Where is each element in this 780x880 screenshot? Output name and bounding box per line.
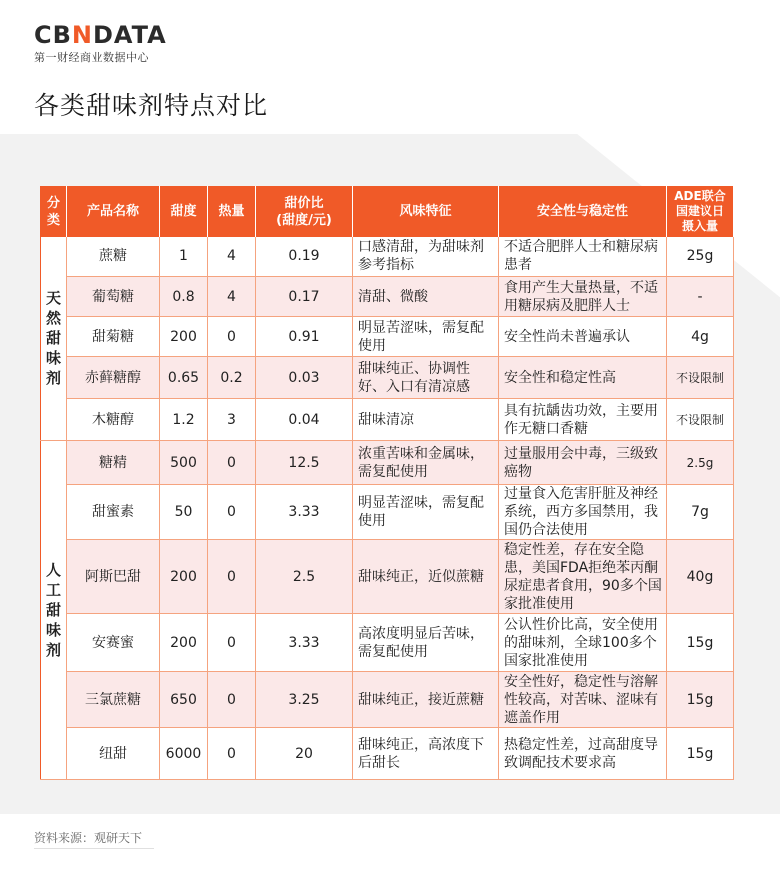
footer-divider <box>34 848 154 849</box>
category-cell: 天然 甜味 剂 <box>41 237 67 441</box>
safety-cell: 热稳定性差，过高甜度导致调配技术要求高 <box>499 728 667 780</box>
price-ratio-cell: 0.17 <box>256 277 353 317</box>
table-row <box>41 399 734 441</box>
sweetener-comparison-table <box>40 186 734 780</box>
safety-cell: 公认性价比高，安全使用的甜味剂，全球100多个国家批准使用 <box>499 614 667 672</box>
calories-cell: 0 <box>208 441 256 485</box>
table-row <box>41 357 734 399</box>
ade-intake-cell: 15g <box>667 728 734 780</box>
product-name-cell: 甜菊糖 <box>67 317 160 357</box>
flavor-cell: 明显苦涩味，需复配使用 <box>353 485 499 540</box>
header-ade: ADE联合 国建议日 摄入量 <box>667 187 734 237</box>
table-row <box>41 277 734 317</box>
table-body <box>41 237 734 780</box>
price-ratio-cell: 3.33 <box>256 485 353 540</box>
price-ratio-cell: 2.5 <box>256 540 353 614</box>
safety-cell: 安全性尚未普遍承认 <box>499 317 667 357</box>
flavor-cell: 甜味纯正，高浓度下后甜长 <box>353 728 499 780</box>
product-name-cell: 葡萄糖 <box>67 277 160 317</box>
safety-cell: 稳定性差，存在安全隐患，美国FDA拒绝苯丙酮尿症患者食用，90多个国家批准使用 <box>499 540 667 614</box>
sweetness-cell: 0.65 <box>160 357 208 399</box>
price-ratio-cell: 3.33 <box>256 614 353 672</box>
price-ratio-cell: 12.5 <box>256 441 353 485</box>
table-row <box>41 441 734 485</box>
flavor-cell: 明显苦涩味，需复配使用 <box>353 317 499 357</box>
calories-cell: 3 <box>208 399 256 441</box>
header-flavor: 风味特征 <box>353 187 499 237</box>
sweetness-cell: 1 <box>160 237 208 277</box>
calories-cell: 0 <box>208 485 256 540</box>
product-name-cell: 赤藓糖醇 <box>67 357 160 399</box>
header-calories: 热量 <box>208 187 256 237</box>
ade-intake-cell: - <box>667 277 734 317</box>
calories-cell: 4 <box>208 237 256 277</box>
logo-subtitle: 第一财经商业数据中心 <box>34 51 149 64</box>
safety-cell: 具有抗龋齿功效，主要用作无糖口香糖 <box>499 399 667 441</box>
header-product: 产品名称 <box>67 187 160 237</box>
price-ratio-cell: 0.91 <box>256 317 353 357</box>
product-name-cell: 三氯蔗糖 <box>67 672 160 728</box>
safety-cell: 食用产生大量热量，不适用糖尿病及肥胖人士 <box>499 277 667 317</box>
table-row <box>41 317 734 357</box>
product-name-cell: 纽甜 <box>67 728 160 780</box>
table-row <box>41 614 734 672</box>
flavor-cell: 甜味清凉 <box>353 399 499 441</box>
calories-cell: 0 <box>208 614 256 672</box>
table-row <box>41 728 734 780</box>
ade-intake-cell: 不设限制 <box>667 399 734 441</box>
category-cell: 人工 甜味 剂 <box>41 441 67 780</box>
product-name-cell: 安赛蜜 <box>67 614 160 672</box>
table-row <box>41 485 734 540</box>
sweetness-cell: 200 <box>160 540 208 614</box>
table-row <box>41 672 734 728</box>
price-ratio-cell: 0.19 <box>256 237 353 277</box>
flavor-cell: 口感清甜，为甜味剂参考指标 <box>353 237 499 277</box>
calories-cell: 0 <box>208 540 256 614</box>
calories-cell: 0.2 <box>208 357 256 399</box>
calories-cell: 0 <box>208 672 256 728</box>
calories-cell: 0 <box>208 317 256 357</box>
price-ratio-cell: 0.03 <box>256 357 353 399</box>
product-name-cell: 甜蜜素 <box>67 485 160 540</box>
table-row <box>41 237 734 277</box>
product-name-cell: 木糖醇 <box>67 399 160 441</box>
table-row <box>41 540 734 614</box>
ade-intake-cell: 15g <box>667 614 734 672</box>
safety-cell: 过量食入危害肝脏及神经系统，西方多国禁用，我国仍合法使用 <box>499 485 667 540</box>
ade-intake-cell: 2.5g <box>667 441 734 485</box>
sweetness-cell: 6000 <box>160 728 208 780</box>
product-name-cell: 糖精 <box>67 441 160 485</box>
sweetness-cell: 1.2 <box>160 399 208 441</box>
price-ratio-cell: 20 <box>256 728 353 780</box>
sweetness-cell: 200 <box>160 614 208 672</box>
safety-cell: 安全性好，稳定性与溶解性较高，对苦味、涩味有遮盖作用 <box>499 672 667 728</box>
ade-intake-cell: 40g <box>667 540 734 614</box>
safety-cell: 不适合肥胖人士和糖尿病患者 <box>499 237 667 277</box>
sweetness-cell: 50 <box>160 485 208 540</box>
ade-intake-cell: 25g <box>667 237 734 277</box>
flavor-cell: 高浓度明显后苦味，需复配使用 <box>353 614 499 672</box>
sweetness-cell: 650 <box>160 672 208 728</box>
page-title: 各类甜味剂特点对比 <box>34 91 269 120</box>
product-name-cell: 阿斯巴甜 <box>67 540 160 614</box>
ade-intake-cell: 15g <box>667 672 734 728</box>
ade-intake-cell: 4g <box>667 317 734 357</box>
flavor-cell: 甜味纯正，接近蔗糖 <box>353 672 499 728</box>
header-category: 分类 <box>41 187 67 237</box>
calories-cell: 4 <box>208 277 256 317</box>
header-sweetness: 甜度 <box>160 187 208 237</box>
flavor-cell: 清甜、微酸 <box>353 277 499 317</box>
product-name-cell: 蔗糖 <box>67 237 160 277</box>
ade-intake-cell: 7g <box>667 485 734 540</box>
calories-cell: 0 <box>208 728 256 780</box>
header-price-ratio: 甜价比 (甜度/元) <box>256 187 353 237</box>
sweetness-cell: 500 <box>160 441 208 485</box>
flavor-cell: 甜味纯正、协调性好、入口有清凉感 <box>353 357 499 399</box>
safety-cell: 过量服用会中毒，三级致癌物 <box>499 441 667 485</box>
price-ratio-cell: 3.25 <box>256 672 353 728</box>
ade-intake-cell: 不设限制 <box>667 357 734 399</box>
flavor-cell: 浓重苦味和金属味，需复配使用 <box>353 441 499 485</box>
header-safety: 安全性与稳定性 <box>499 187 667 237</box>
flavor-cell: 甜味纯正，近似蔗糖 <box>353 540 499 614</box>
safety-cell: 安全性和稳定性高 <box>499 357 667 399</box>
price-ratio-cell: 0.04 <box>256 399 353 441</box>
brand-logo <box>34 22 167 65</box>
sweetness-cell: 200 <box>160 317 208 357</box>
source-note: 资料来源：观研天下 <box>34 831 143 845</box>
header-row <box>41 187 734 237</box>
sweetness-cell: 0.8 <box>160 277 208 317</box>
logo-wordmark: CBNDATA <box>34 21 167 49</box>
